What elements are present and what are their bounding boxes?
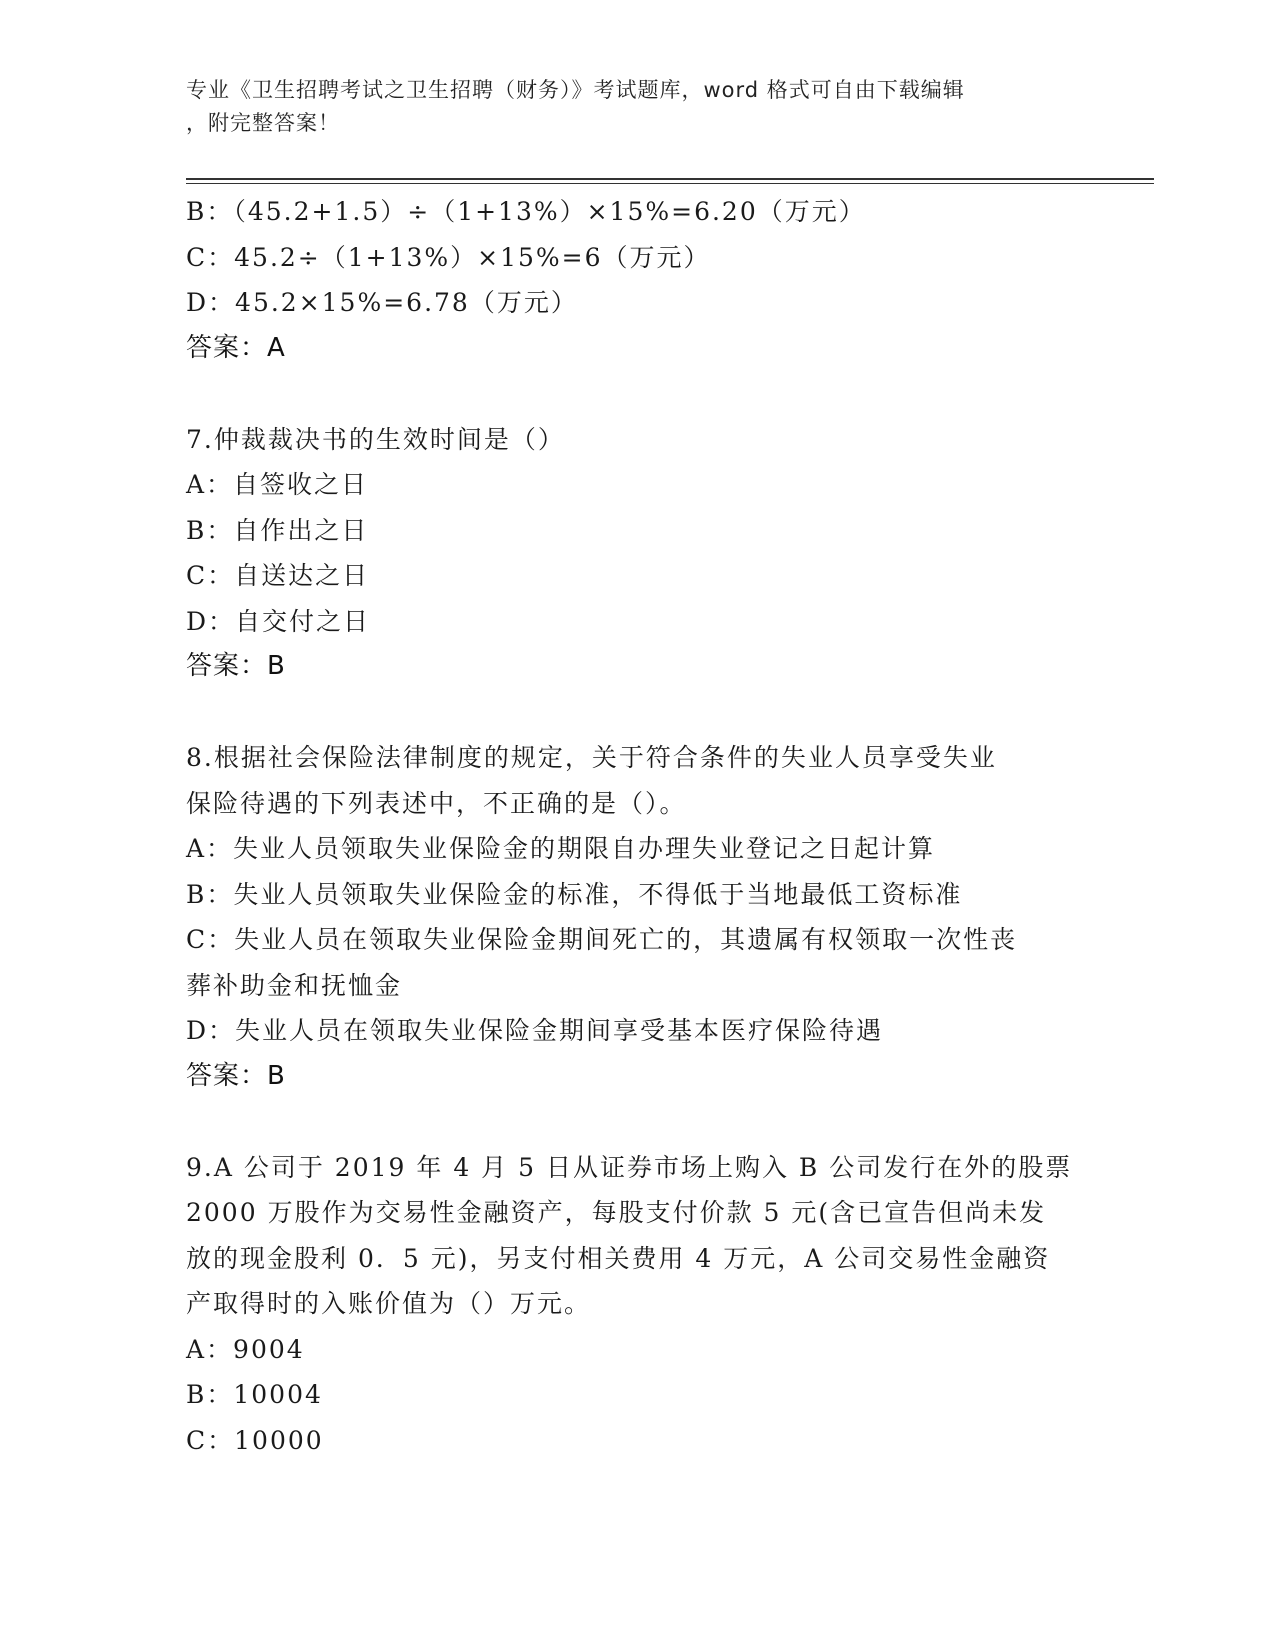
question-8 [186, 735, 1086, 1099]
q6-option-b: B：（45.2+1.5）÷（1+13%）×15%=6.20（万元） [186, 197, 866, 226]
q8-option-c-line-1: C：失业人员在领取失业保险金期间死亡的，其遗属有权领取一次性丧 [186, 925, 1018, 954]
q9-option-c: C：10000 [186, 1425, 324, 1455]
q7-stem: 7.仲裁裁决书的生效时间是（） [186, 424, 565, 454]
q6-answer: 答案：A [186, 332, 286, 363]
header-line-2: ，附完整答案！ [186, 111, 340, 135]
q9-option-a: A：9004 [186, 1334, 305, 1364]
question-list [186, 189, 1086, 1463]
q8-stem-line-2: 保险待遇的下列表述中，不正确的是（）。 [186, 788, 687, 818]
q9-option-b: B：10004 [186, 1380, 323, 1409]
q9-stem-line-1: 9.A 公司于 2019 年 4 月 5 日从证券市场上购入 B 公司发行在外的股票 [186, 1152, 1073, 1182]
q8-option-c-line-2: 葬补助金和抚恤金 [186, 970, 403, 1000]
question-9 [186, 1145, 1086, 1464]
q7-option-c: C：自送达之日 [186, 561, 370, 590]
q8-stem-line-1: 8.根据社会保险法律制度的规定，关于符合条件的失业人员享受失业 [186, 743, 997, 772]
spacer [186, 1099, 1086, 1145]
q7-answer: 答案：B [186, 651, 286, 681]
q8-option-a: A：失业人员领取失业保险金的期限自办理失业登记之日起计算 [186, 834, 936, 863]
q7-option-d: D：自交付之日 [186, 606, 371, 636]
q9-stem-line-3: 放的现金股利 0．5 元)，另支付相关费用 4 万元，A 公司交易性金融资 [186, 1243, 1051, 1273]
q8-option-b: B：失业人员领取失业保险金的标准，不得低于当地最低工资标准 [186, 879, 963, 909]
page-header [186, 74, 1066, 140]
spacer [186, 690, 1086, 736]
header-divider-thin [186, 183, 1154, 184]
spacer [186, 371, 1086, 417]
q6-option-c: C：45.2÷（1+13%）×15%=6（万元） [186, 242, 711, 272]
header-divider-thick [186, 178, 1154, 180]
q9-stem-line-4: 产取得时的入账价值为（）万元。 [186, 1289, 592, 1318]
q8-option-d: D：失业人员在领取失业保险金期间享受基本医疗保险待遇 [186, 1016, 884, 1045]
q8-answer: 答案：B [186, 1060, 286, 1091]
question-6-tail [186, 189, 1086, 371]
q6-option-d: D：45.2×15%=6.78（万元） [186, 288, 578, 317]
header-line-1: 专业《卫生招聘考试之卫生招聘（财务）》考试题库，word 格式可自由下载编辑 [186, 78, 965, 102]
q7-option-a: A：自签收之日 [186, 470, 369, 499]
question-7 [186, 417, 1086, 690]
q7-option-b: B：自作出之日 [186, 515, 369, 545]
q9-stem-line-2: 2000 万股作为交易性金融资产，每股支付价款 5 元(含已宣告但尚未发 [186, 1198, 1047, 1227]
